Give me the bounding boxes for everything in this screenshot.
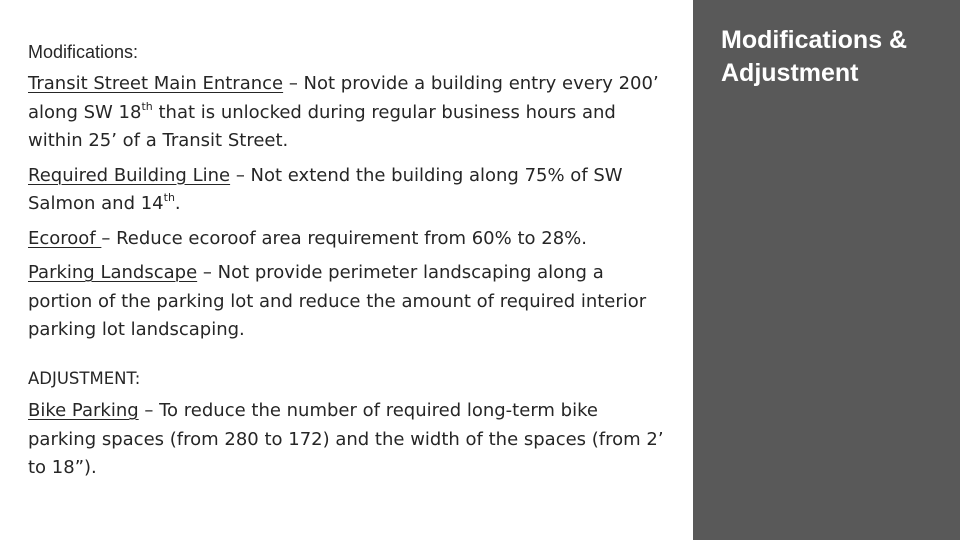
item-text: – Not provide perimeter landscaping along a portion of the parking lot and reduce the amount of required interior parking lot landscaping. [28, 262, 647, 340]
slide-body [28, 38, 668, 489]
modification-item-transit-entrance [28, 70, 668, 156]
item-text: – Not extend the building along 75% of SW Salmon and 14 [28, 164, 623, 214]
modification-item-building-line [28, 162, 668, 219]
item-superscript: th [141, 99, 153, 113]
item-text: – Reduce ecoroof area requirement from 60% to 28%. [101, 227, 587, 249]
item-text-continued: that is unlocked during regular business hours and within 25’ of a Transit Street. [28, 101, 616, 151]
adjustment-heading: ADJUSTMENT: [28, 368, 141, 388]
item-text: – To reduce the number of required long-term bike parking spaces (from 280 to 172) and the width of the spaces (from 2’ to 18”). [28, 400, 664, 478]
title-sidebar [693, 0, 960, 540]
item-topic: Transit Street Main Entrance [28, 73, 284, 94]
slide-title: Modifications & Adjustment [721, 26, 908, 87]
modification-item-parking-landscape [28, 259, 668, 345]
item-topic: Bike Parking [28, 400, 139, 421]
item-text: – Not provide a building entry every 200’ along SW 18 [28, 73, 659, 123]
adjustment-item-bike-parking [28, 397, 668, 483]
item-topic: Parking Landscape [28, 262, 198, 283]
section-gap [28, 351, 668, 365]
item-topic: Required Building Line [28, 164, 231, 186]
modification-item-ecoroof [28, 225, 668, 254]
item-text-continued: . [174, 193, 181, 214]
item-superscript: th [163, 191, 175, 204]
item-topic: Ecoroof [28, 227, 102, 249]
modifications-heading: Modifications: [28, 42, 139, 62]
